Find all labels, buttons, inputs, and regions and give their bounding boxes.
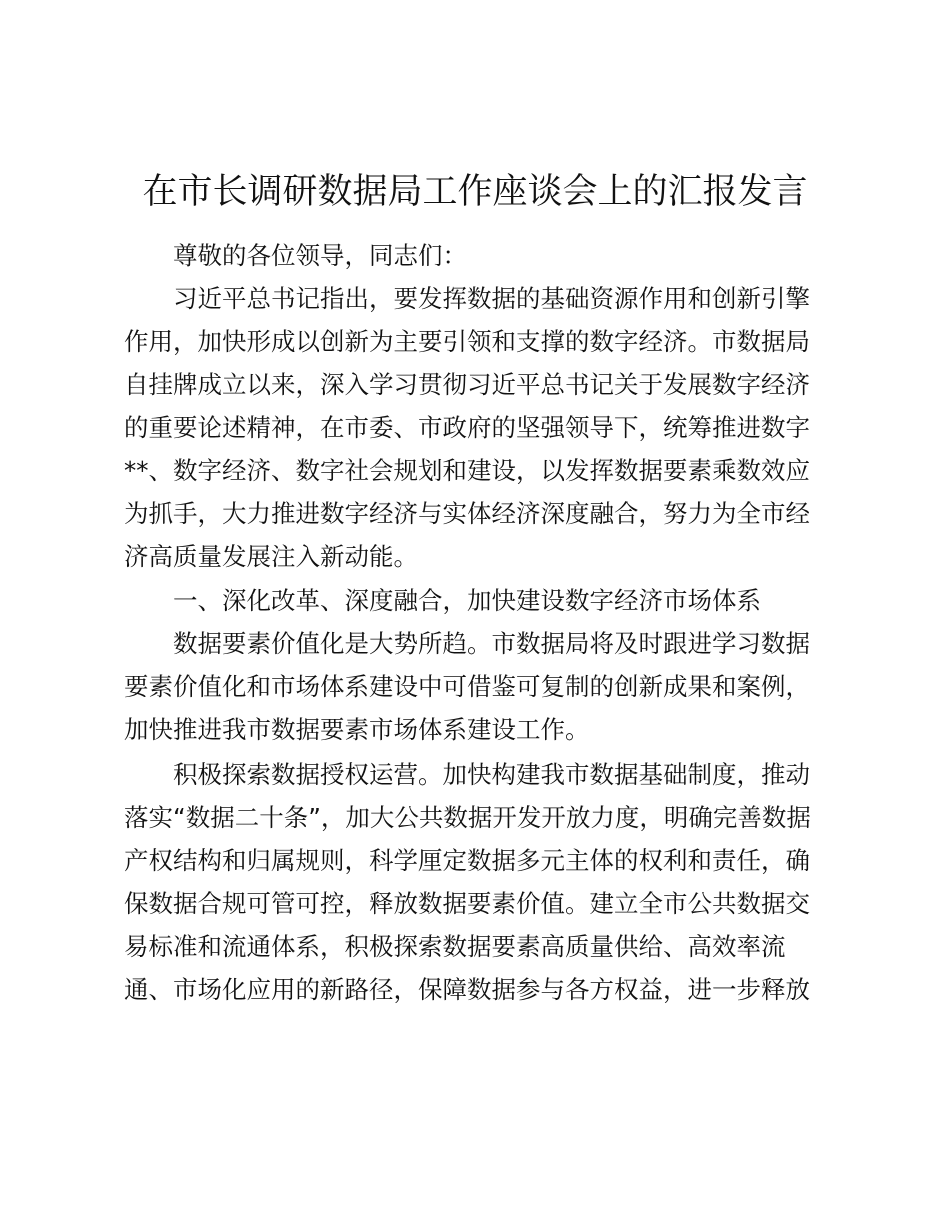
paragraph-line: 的重要论述精神，在市委、市政府的坚强领导下，统筹推进数字: [124, 413, 810, 442]
paragraph-line: 为抓手，大力推进数字经济与实体经济深度融合，努力为全市经: [124, 499, 810, 528]
paragraph-line: 落实“数据二十条”，加大公共数据开发开放力度，明确完善数据: [124, 803, 811, 832]
paragraph-line: 加快推进我市数据要素市场体系建设工作。: [124, 715, 590, 744]
paragraph-line: **、数字经济、数字社会规划和建设，以发挥数据要素乘数效应: [124, 456, 810, 485]
paragraph-line: 自挂牌成立以来，深入学习贯彻习近平总书记关于发展数字经济: [124, 370, 810, 399]
paragraph-line: 产权结构和归属规则，科学厘定数据多元主体的权利和责任，确: [124, 846, 810, 875]
paragraph-line: 数据要素价值化是大势所趋。市数据局将及时跟进学习数据: [173, 629, 810, 658]
section-heading: 一、深化改革、深度融合，加快建设数字经济市场体系: [173, 586, 761, 615]
document-title: 在市长调研数据局工作座谈会上的汇报发言: [142, 172, 808, 212]
paragraph-line: 要素价值化和市场体系建设中可借鉴可复制的创新成果和案例，: [124, 672, 810, 701]
salutation-line: 尊敬的各位领导，同志们：: [173, 241, 467, 270]
paragraph-line: 保数据合规可管可控，释放数据要素价值。建立全市公共数据交: [124, 889, 810, 918]
paragraph-line: 作用，加快形成以创新为主要引领和支撑的数字经济。市数据局: [124, 327, 810, 356]
paragraph-line: 习近平总书记指出，要发挥数据的基础资源作用和创新引擎: [173, 284, 810, 313]
paragraph-line: 济高质量发展注入新动能。: [124, 542, 418, 571]
paragraph-line: 通、市场化应用的新路径，保障数据参与各方权益，进一步释放: [124, 975, 810, 1004]
paragraph-line: 易标准和流通体系，积极探索数据要素高质量供给、高效率流: [124, 932, 786, 961]
paragraph-line: 积极探索数据授权运营。加快构建我市数据基础制度，推动: [173, 760, 810, 789]
